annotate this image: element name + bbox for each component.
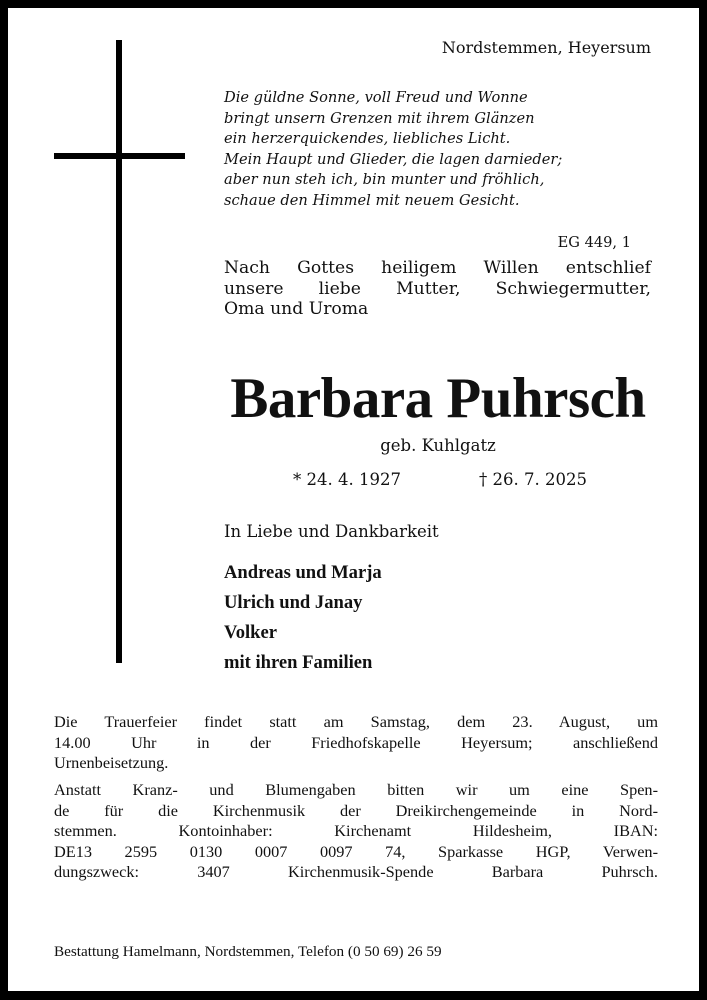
mourner-name: mit ihren Familien — [224, 652, 373, 673]
poem-line: bringt unsern Grenzen mit ihrem Glänzen — [224, 109, 535, 127]
donation-line: DE13 2595 0130 0007 0097 74, Sparkasse HGP, Verwen- — [54, 841, 658, 861]
mourner-name: Andreas und Marja — [224, 562, 382, 583]
funeral-line: Die Trauerfeier findet statt am Samstag, dem 23. August, um — [54, 712, 658, 731]
funeral-line: Urnenbeisetzung. — [54, 753, 169, 773]
intro-line: Nach Gottes heiligem Willen entschlief — [224, 258, 651, 278]
funeral-info — [54, 712, 658, 774]
obituary-notice — [8, 8, 699, 991]
death-date: † 26. 7. 2025 — [479, 470, 587, 489]
poem-reference: EG 449, 1 — [557, 234, 631, 251]
deceased-name: Barbara Puhrsch — [230, 367, 646, 430]
mourners-heading: In Liebe und Dankbarkeit — [224, 522, 439, 541]
donation-line: Anstatt Kranz- und Blumengaben bitten wir um eine Spen- — [54, 780, 658, 799]
birth-date: * 24. 4. 1927 — [293, 470, 401, 489]
donation-info — [54, 780, 658, 883]
poem-line: ein herzerquickendes, liebliches Licht. — [224, 130, 511, 147]
cross-icon-vertical-bar — [116, 40, 122, 663]
mourner-name: Ulrich und Janay — [224, 592, 363, 613]
poem — [224, 88, 634, 211]
donation-line: stemmen. Kontoinhaber: Kirchenamt Hildesheim, IBAN: — [54, 821, 658, 841]
location: Nordstemmen, Heyersum — [441, 38, 651, 57]
donation-line: dungszweck: 3407 Kirchenmusik-Spende Barbara Puhrsch. — [54, 862, 658, 882]
poem-line: Mein Haupt und Glieder, die lagen darnieder; — [224, 150, 563, 168]
mourner-name: Volker — [224, 622, 278, 643]
poem-line: schaue den Himmel mit neuem Gesicht. — [224, 191, 520, 209]
funeral-line: 14.00 Uhr in der Friedhofskapelle Heyersum; anschließend — [54, 732, 658, 752]
intro-text — [224, 258, 651, 320]
donation-line: de für die Kirchenmusik der Dreikirchengemeinde in Nord- — [54, 800, 658, 820]
poem-line: aber nun steh ich, bin munter und fröhlich, — [224, 171, 545, 188]
cross-icon-horizontal-bar — [54, 153, 185, 159]
undertaker-contact: Bestattung Hamelmann, Nordstemmen, Telefon (0 50 69) 26 59 — [54, 943, 442, 960]
mourners-list — [224, 558, 382, 678]
intro-line: Oma und Uroma — [224, 299, 369, 319]
poem-line: Die güldne Sonne, voll Freud und Wonne — [224, 89, 528, 106]
intro-line: unsere liebe Mutter, Schwiegermutter, — [224, 278, 651, 299]
birth-name: geb. Kuhlgatz — [380, 436, 496, 455]
